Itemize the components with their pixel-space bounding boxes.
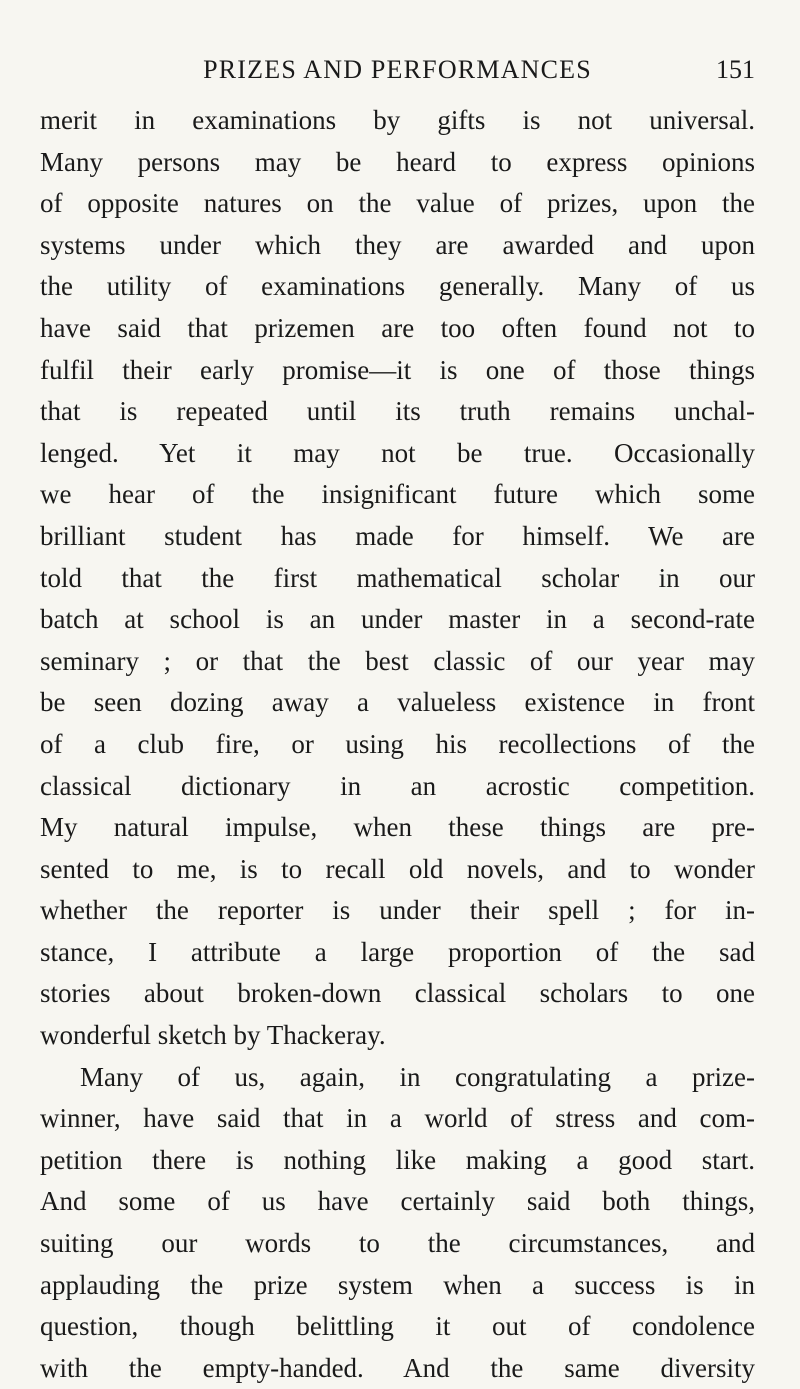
text-line-2: Many persons may be heard to express opinions bbox=[40, 146, 755, 177]
text-line-12: told that the first mathematical scholar in our bbox=[40, 562, 755, 593]
body-text bbox=[40, 100, 755, 1389]
text-line-7: fulfil their early promise—it is one of those things bbox=[40, 354, 755, 385]
text-line-6: have said that prizemen are too often found not to bbox=[40, 312, 755, 343]
text-line-3: of opposite natures on the value of prizes, upon the bbox=[40, 188, 755, 219]
text-line-21: stance, I attribute a large proportion of the sad bbox=[40, 936, 755, 967]
text-line-27: And some of us have certainly said both things, bbox=[40, 1186, 755, 1217]
text-line-26: petition there is nothing like making a good start. bbox=[40, 1144, 755, 1175]
text-line-29: applauding the prize system when a success is in bbox=[40, 1269, 755, 1300]
text-line-15: be seen dozing away a valueless existence in front bbox=[40, 687, 755, 718]
text-line-25: winner, have said that in a world of stress and com- bbox=[40, 1103, 755, 1134]
text-line-16: of a club fire, or using his recollections of the bbox=[40, 728, 755, 759]
text-line-22: stories about broken-down classical scholars to one bbox=[40, 978, 755, 1009]
text-line-9: lenged. Yet it may not be true. Occasionally bbox=[40, 437, 755, 468]
text-line-18: My natural impulse, when these things are pre- bbox=[40, 812, 755, 843]
running-head bbox=[40, 50, 755, 90]
text-line-11: brilliant student has made for himself. We are bbox=[40, 520, 755, 551]
text-line-20: whether the reporter is under their spell ; for in- bbox=[40, 895, 755, 926]
text-line-17: classical dictionary in an acrostic competition. bbox=[40, 770, 755, 801]
text-line-4: systems under which they are awarded and upon bbox=[40, 229, 755, 260]
text-line-31: with the empty-handed. And the same diversity bbox=[40, 1352, 755, 1383]
text-line-10: we hear of the insignificant future which some bbox=[40, 479, 755, 510]
text-line-8: that is repeated until its truth remains unchal- bbox=[40, 396, 755, 427]
text-line-1: merit in examinations by gifts is not universal. bbox=[40, 105, 755, 135]
text-line-14: seminary ; or that the best classic of our year may bbox=[40, 645, 755, 676]
text-line-13: batch at school is an under master in a second-rate bbox=[40, 604, 755, 635]
text-line-23: wonderful sketch by Thackeray. bbox=[40, 1020, 386, 1051]
text-line-24: Many of us, again, in congratulating a prize- bbox=[80, 1061, 755, 1092]
page-number: 151 bbox=[716, 55, 755, 84]
text-line-28: suiting our words to the circumstances, and bbox=[40, 1228, 755, 1259]
running-title: PRIZES AND PERFORMANCES bbox=[203, 55, 592, 84]
text-line-30: question, though belittling it out of condolence bbox=[40, 1311, 755, 1342]
text-line-19: sented to me, is to recall old novels, and to wonder bbox=[40, 853, 755, 884]
text-line-5: the utility of examinations generally. Many of us bbox=[40, 271, 755, 302]
